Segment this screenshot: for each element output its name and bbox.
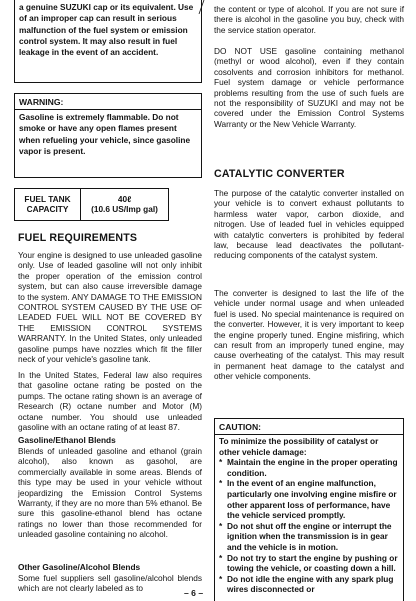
caution-intro: To minimize the possibility of catalyst or other vehicle damage: [219, 436, 379, 457]
caution-item [219, 553, 399, 574]
fuel-tank-label-line1: FUEL TANK [24, 194, 71, 204]
ethanol-blends-text: Blends of unleaded gasoline and ethanol (grain alcohol), also known as gasohol, are commercially available in some areas. Blends of this type may be used in your vehicle without jeopardizing the Emission Control Systems Warranty, if they are no more than 5% ethanol. Be sure this gasoline-ethanol blend has octane ratings no lower than those recommended for unleaded gasoline containing no alcohol. [18, 446, 202, 540]
warning-body: Gasoline is extremely flammable. Do not smoke or have any open flames present when refueling your vehicle, since gasoline vapor is present. [19, 112, 191, 157]
fuel-requirements-para1: Your engine is designed to use unleaded gasoline only. Use of leaded gasoline will not only inhibit the proper operation of the emission control system, but can also cause irreversible damage to the system. ANY DAMAGE TO THE EMISSION CONTROL SYSTEM CAUSED BY THE USE OF LEADED FUEL WILL NOT BE COVERED BY THE EMISSION CONTROL SYSTEMS WARRANTY. In the United States, only unleaded gasoline pumps have nozzles which fit the filler neck of your vehicle's gasoline tank. [18, 250, 202, 365]
fuel-tank-value-liters: 40ℓ [117, 194, 132, 204]
warning-continued-text: a genuine SUZUKI cap or its equivalent. Use of an improper cap can result in serious malfunction of the fuel system or emission control system. It may also result in fuel leakage in the event of an accident. [19, 2, 194, 58]
fuel-tank-label-line2: CAPACITY [26, 204, 69, 214]
alcohol-continued-text: the content or type of alcohol. If you are not sure if there is alcohol in the gasoline you buy, check with the service station operator. [214, 4, 404, 35]
asterisk-bullet-icon: * [219, 573, 223, 584]
ethanol-blends-heading: Gasoline/Ethanol Blends [18, 435, 116, 445]
warning-title: WARNING: [19, 97, 64, 107]
catalytic-converter-heading: CATALYTIC CONVERTER [214, 168, 345, 180]
fuel-requirements-para2: In the United States, Federal law also requires that gasoline octane rating be posted on the pumps. The octane rating shown is an average of Research (R) octane number and Motor (M) octane number. You should use unleaded gasoline with an octane rating of at least 87. [18, 370, 202, 433]
caution-box [214, 418, 404, 601]
caution-item-text: Do not shut off the engine or interrupt the ignition when the transmission is in gear and the vehicle is in motion. [227, 520, 392, 552]
catalytic-converter-para1: The purpose of the catalytic converter installed on your vehicle is to convert exhaust pollutants to harmless water vapor, carbon dioxide, and nitrogen. Use of leaded fuel in vehicles equipped with catalytic converters is prohibited by federal law, because lead deactivates the pollutant-reducing components of the catalyst system. [214, 188, 404, 261]
asterisk-bullet-icon: * [219, 478, 223, 489]
fuel-requirements-heading: FUEL REQUIREMENTS [18, 232, 138, 244]
caution-item-text: Do not idle the engine with any spark plug wires disconnected or [227, 573, 394, 595]
asterisk-bullet-icon: * [219, 552, 223, 563]
alcohol-blends-text: Some fuel suppliers sell gasoline/alcohol blends which are not clearly labeled as to [18, 573, 202, 594]
warning-continued-box [14, 0, 202, 83]
caution-item [219, 457, 399, 478]
warning-divider [15, 109, 201, 110]
alcohol-blends-heading: Other Gasoline/Alcohol Blends [18, 562, 141, 572]
caution-item-text: Maintain the engine in the proper operating condition. [227, 457, 398, 478]
caution-item [219, 574, 399, 595]
catalytic-converter-para2: The converter is designed to last the life of the vehicle under normal usage and when unleaded fuel is used. No special maintenance is required on the converter. However, it is very important to keep the engine properly tuned. Engine misfiring, which can result from an improperly tuned engine, may cause overheating of the catalyst. This may result in permanent heat damage to the catalyst and other vehicle components. [214, 288, 404, 382]
caution-item-text: In the event of an engine malfunction, particularly one involving engine misfire or other apparent loss of performance, have the vehicle serviced promptly. [227, 478, 397, 521]
fuel-tank-capacity-table [14, 188, 169, 221]
methanol-warning-text: DO NOT USE gasoline containing methanol (methyl or wood alcohol), even if they contain cosolvents and corrosion inhibitors for methanol. Fuel system damage or vehicle performance problems resulting from the use of such fuels are not the responsibility of SUZUKI and may not be covered under the Emission Control Systems Warranty or the New Vehicle Warranty. [214, 46, 404, 129]
caution-item [219, 478, 399, 520]
page-number: – 6 – [184, 588, 204, 598]
asterisk-bullet-icon: * [219, 457, 223, 468]
fuel-tank-label [15, 189, 81, 220]
caution-item [219, 521, 399, 553]
asterisk-bullet-icon: * [219, 520, 223, 531]
caution-list [219, 457, 399, 595]
fuel-tank-value [81, 189, 168, 220]
caution-divider [215, 434, 403, 435]
caution-title: CAUTION: [219, 422, 262, 432]
warning-box [14, 93, 202, 178]
caution-item-text: Do not try to start the engine by pushing or towing the vehicle, or coasting down a hill. [227, 552, 398, 574]
fuel-tank-value-gallons: (10.6 US/Imp gal) [91, 204, 158, 214]
